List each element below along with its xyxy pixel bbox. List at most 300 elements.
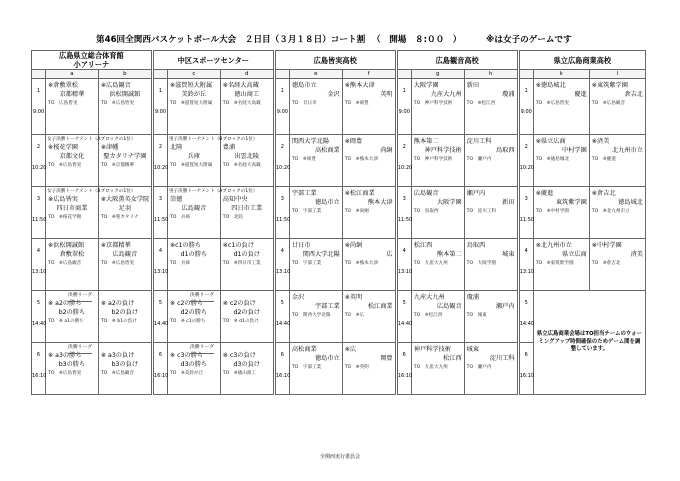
team-away: b3の負け: [111, 361, 139, 368]
slot-number-cell: [153, 291, 167, 343]
team-away: 瓊浦: [502, 91, 515, 98]
table-official: TO ※聖カタリナ: [100, 215, 139, 220]
table-official: TO ※熊本大津: [344, 261, 378, 266]
team-home: ※松江商業: [344, 190, 375, 197]
court-letter: l: [589, 70, 645, 79]
slot-number: 2: [402, 144, 406, 150]
team-home: 瀬戸内: [466, 190, 486, 197]
team-home: ※浜松開誠館: [48, 242, 85, 249]
slot-number: 6: [36, 352, 41, 358]
team-home: ※中村学園: [591, 242, 622, 249]
team-away: 九産大九州: [430, 91, 462, 98]
slot-number: 3: [158, 196, 163, 202]
venue-name-line1: 県立広島商業高校: [553, 55, 612, 65]
table-official: TO ※中村学園: [535, 209, 569, 214]
table-official: TO 関西大学北陽: [291, 313, 331, 318]
slot-number-cell: [32, 239, 46, 291]
slot-time: 11:50: [397, 217, 413, 223]
match-cell: [342, 135, 395, 187]
table-official: TO 神戸科学技術: [413, 157, 453, 162]
team-home: 豊浦: [222, 144, 236, 151]
table-official: TO ※美鈴が丘: [169, 371, 204, 376]
match-cell: [220, 291, 273, 343]
slot-number-cell: [519, 343, 533, 395]
slot-number: 5: [402, 300, 406, 306]
team-away: 大阪学園: [436, 199, 462, 206]
team-home: ※滋賀短大附属: [169, 82, 213, 89]
court-slot-header: [153, 70, 167, 79]
slot-number-cell: [32, 79, 46, 135]
match-cell: [167, 79, 220, 135]
time-slot-row: [32, 187, 646, 239]
slot-number: 3: [402, 196, 406, 202]
slot-time: 11:50: [275, 217, 291, 223]
team-home: 九産大九州: [413, 294, 445, 301]
tournament-label: 男子決勝トーナメント（Aブロックの1位）: [168, 189, 258, 194]
match-cell: [342, 239, 395, 291]
slot-number: 3: [524, 196, 528, 202]
team-home: 神戸科学技術: [413, 346, 451, 353]
table-official: TO ※徳山商工: [222, 371, 257, 376]
slot-number-cell: [153, 239, 167, 291]
slot-time: 13:10: [519, 269, 535, 275]
slot-number-cell: [519, 291, 533, 343]
slot-number: 5: [280, 300, 284, 306]
table-official: TO ※熊本大津: [344, 157, 378, 162]
slot-time: 10:20: [519, 165, 535, 171]
slot-number-cell: [153, 79, 167, 135]
team-away: 鳥取西: [495, 147, 515, 154]
match-cell: [411, 135, 464, 187]
slot-number: 4: [402, 248, 406, 254]
team-home: 淀川工科: [466, 138, 492, 145]
slot-time: 9:00: [154, 109, 167, 115]
table-official: TO ※英明: [344, 365, 369, 370]
slot-time: 10:20: [153, 165, 169, 171]
table-official: TO 九産大九州: [413, 365, 448, 370]
court-row: [32, 70, 646, 79]
court-letter: e: [289, 70, 342, 79]
schedule-table: [31, 50, 646, 395]
team-away: 美鈴が丘: [181, 91, 207, 98]
final-league-label: 決勝リーグ: [190, 292, 214, 302]
match-cell: [589, 135, 645, 187]
match-cell: [411, 239, 464, 291]
time-slot-row: [32, 291, 646, 343]
slot-number-cell: [397, 187, 411, 239]
team-away: 慶進: [574, 91, 587, 98]
venue-name-line1: 広島皆実高校: [313, 55, 357, 65]
team-away: d2の負け: [233, 309, 260, 316]
table-official: TO ※広: [344, 313, 365, 318]
match-cell: [342, 187, 395, 239]
venue-name: [397, 51, 517, 70]
team-home: ※県立広商: [535, 138, 566, 145]
table-official: TO 九産大九州: [413, 261, 448, 266]
table-official: TO ※ d1の負け: [222, 319, 259, 324]
slot-number: 5: [158, 300, 163, 306]
team-home: ※ a2の負け: [100, 300, 135, 307]
slot-number-cell: [519, 187, 533, 239]
team-home: ※北九州市立: [535, 242, 572, 249]
slot-number-cell: [32, 343, 46, 395]
match-cell: [46, 239, 99, 291]
table-official: TO ※松江西: [466, 101, 496, 106]
table-official: TO ※北九州市立: [591, 209, 630, 214]
match-cell: [289, 79, 342, 135]
team-home: ※広島観音: [100, 82, 131, 89]
time-slot-row: [32, 79, 646, 135]
table-official: TO 広島皆実: [48, 101, 78, 106]
team-home: ※ a3の勝ち: [48, 352, 82, 359]
slot-number: 4: [280, 248, 284, 254]
court-letter: c: [167, 70, 220, 79]
team-away: b3の勝ち: [58, 361, 86, 368]
venue-name: [519, 51, 645, 70]
slot-number-cell: [519, 79, 533, 135]
team-away: b2の勝ち: [58, 309, 86, 316]
venue-name: [153, 51, 273, 70]
team-away: 兵庫: [187, 153, 201, 160]
court-slot-header: [32, 70, 46, 79]
table-official: TO 大阪学園: [466, 261, 497, 266]
match-cell: [289, 135, 342, 187]
team-home: ※倉吉北: [591, 190, 616, 197]
match-cell: [289, 239, 342, 291]
table-official: TO 廿日市: [291, 101, 317, 106]
team-home: 城東: [466, 346, 480, 353]
tournament-label: 男子決勝トーナメント（Bブロックの1位）: [168, 137, 258, 142]
table-official: TO 宇部工業: [291, 261, 322, 266]
slot-number: 1: [402, 88, 406, 94]
match-cell: [464, 135, 517, 187]
team-away: 神戸科学技術: [424, 147, 462, 154]
court-letter: k: [533, 70, 589, 79]
slot-number-cell: [397, 79, 411, 135]
match-cell: [167, 291, 220, 343]
team-away: d2の勝ち: [180, 309, 208, 316]
match-cell: [589, 79, 645, 135]
team-home: ※名経大高蔵: [222, 82, 259, 89]
team-away: 城東: [502, 251, 515, 258]
match-cell: [98, 291, 151, 343]
slot-time: 9:00: [32, 109, 45, 115]
team-home: 北陸: [169, 144, 183, 151]
match-cell: [46, 79, 99, 135]
court-letter: d: [220, 70, 273, 79]
final-league-label: 決勝リーグ: [190, 344, 214, 354]
match-cell: [167, 343, 220, 395]
slot-number-cell: [519, 239, 533, 291]
team-away: 県立広商: [562, 251, 587, 258]
venue-header-row: [32, 51, 646, 70]
slot-time: 9:00: [276, 109, 288, 115]
slot-number: 3: [36, 196, 41, 202]
slot-number: 4: [158, 248, 163, 254]
team-away: d3の負け: [233, 361, 260, 368]
team-away: 広: [386, 251, 393, 258]
team-away: 熊本大津: [367, 199, 393, 206]
slot-time: 14:40: [32, 321, 47, 327]
slot-number: 4: [524, 248, 528, 254]
slot-number-cell: [397, 291, 411, 343]
team-away: 徳島市立: [314, 355, 340, 362]
table-official: TO 宇部工業: [291, 209, 322, 214]
team-away: 済美: [630, 251, 643, 258]
team-home: ※大阪薫英女学院: [100, 196, 150, 203]
table-official: TO ※滋賀短大附属: [169, 101, 213, 106]
slot-number-cell: [397, 135, 411, 187]
table-official: TO 兵庫: [169, 261, 191, 266]
match-cell: [342, 79, 395, 135]
team-home: ※ c3の勝ち: [169, 352, 203, 359]
venue-name-line1: 広島県立総合体育館: [59, 51, 124, 60]
match-cell: [464, 239, 517, 291]
match-cell: [46, 291, 99, 343]
slot-number-cell: [397, 343, 411, 395]
team-home: 鳥取西: [466, 242, 486, 249]
court-letter: f: [342, 70, 395, 79]
match-cell: [289, 343, 342, 395]
team-away: 宇部工業: [314, 303, 340, 310]
team-away: 徳山商工: [234, 91, 260, 98]
court-slot-header: [519, 70, 533, 79]
slot-time: 16:10: [275, 373, 291, 379]
team-away: 京都文化: [59, 153, 85, 160]
match-cell: [46, 343, 99, 395]
team-home: 金沢: [291, 294, 305, 301]
table-official: TO ※ c1の勝ち: [169, 319, 206, 324]
slot-time: 11:50: [32, 217, 47, 223]
slot-number-cell: [275, 187, 289, 239]
team-home: 宇部工業: [291, 190, 317, 197]
slot-time: 13:10: [397, 269, 413, 275]
court-letter: a: [46, 70, 99, 79]
slot-number: 3: [280, 196, 284, 202]
team-home: 新田: [466, 82, 480, 89]
slot-time: 11:50: [519, 217, 535, 223]
table-official: TO ※尚絅: [344, 209, 369, 214]
table-official: TO ※名経大高蔵: [222, 163, 261, 168]
schedule-title: 第46回全関西バスケットボール大会 ２日目（３月１８日）コート割: [96, 35, 366, 45]
girls-game-note: ※は女子のゲームです: [486, 35, 572, 45]
team-home: 徳島市立: [291, 82, 317, 89]
slot-time: 16:10: [519, 373, 535, 379]
slot-time: 13:10: [32, 269, 47, 275]
team-home: 広島観音: [413, 190, 439, 197]
court-letter: b: [98, 70, 151, 79]
team-away: d1の負け: [233, 251, 260, 258]
venue-name: [32, 51, 152, 70]
team-away: 松江西: [443, 355, 462, 362]
table-official: TO ※広島皆実: [535, 101, 569, 106]
team-away: 岡豊: [380, 355, 393, 362]
table-official: TO 瀬戸内: [466, 365, 492, 370]
team-away: 京都精華: [59, 91, 85, 98]
team-away: 新田: [502, 199, 515, 206]
team-home: ※ a3の負け: [100, 352, 135, 359]
slot-number: 2: [280, 144, 284, 150]
table-official: TO ※広島皆実: [48, 163, 82, 168]
team-home: 高知中央: [222, 196, 248, 203]
slot-time: 10:20: [32, 165, 47, 171]
court-slot-header: [397, 70, 411, 79]
team-home: ※岡豊: [344, 138, 363, 145]
team-home: ※慶進: [535, 190, 554, 197]
team-away: 熊本第二: [436, 251, 462, 258]
team-home: 崇徳: [169, 196, 183, 203]
team-away: 出雲北陵: [234, 153, 260, 160]
match-cell: [533, 239, 589, 291]
table-official: TO ※ a1の勝ち: [48, 319, 84, 324]
court-letter: h: [464, 70, 517, 79]
team-home: ※徳島城北: [535, 82, 566, 89]
match-cell: [464, 79, 517, 135]
table-official: TO ※広島観音: [591, 101, 626, 106]
footer: 全関西実行委員会: [319, 454, 360, 460]
slot-time: 10:20: [275, 165, 291, 171]
slot-time: 10:20: [397, 165, 413, 171]
slot-number: 1: [524, 88, 528, 94]
team-away: 徳島城北: [618, 199, 643, 206]
team-away: 徳島市立: [314, 199, 340, 206]
team-home: ※桜花学園: [48, 144, 78, 151]
tournament-label: 女子決勝トーナメント（Bブロックの1位）: [47, 189, 136, 194]
match-cell: [220, 79, 273, 135]
match-cell: [411, 291, 464, 343]
match-cell: [98, 79, 151, 135]
slot-number-cell: [275, 343, 289, 395]
slot-number-cell: [397, 239, 411, 291]
match-cell: [464, 291, 517, 343]
table-official: TO 兵庫: [169, 215, 191, 220]
slot-number: 1: [280, 88, 284, 94]
team-home: 関西大学北陽: [291, 138, 329, 145]
match-cell: [533, 79, 589, 135]
slot-time: 14:40: [397, 321, 413, 327]
slot-number: 1: [36, 88, 41, 94]
page-title: [0, 33, 680, 47]
match-cell: [589, 187, 645, 239]
table-official: TO ※京都精華: [100, 163, 135, 168]
slot-number: 2: [524, 144, 528, 150]
team-away: 倉敷翠松: [59, 251, 85, 258]
team-away: b2の負け: [111, 309, 139, 316]
team-home: ※東筑紫学園: [591, 82, 628, 89]
team-home: 高松商業: [291, 346, 317, 353]
team-away: 松江商業: [367, 303, 393, 310]
venue-name-line1: 中区スポーツセンター: [177, 55, 249, 65]
team-away: 金沢: [327, 91, 340, 98]
slot-number: 2: [36, 144, 41, 150]
table-official: TO 瀬戸内: [466, 157, 492, 162]
slot-time: 9:00: [398, 109, 410, 115]
team-away: 広島観音: [112, 251, 138, 258]
table-official: TO ※松江西: [413, 313, 443, 318]
match-cell: [411, 343, 464, 395]
slot-time: 13:10: [153, 269, 169, 275]
final-league-label: 決勝リーグ: [68, 344, 92, 354]
slot-time: 14:40: [519, 321, 535, 327]
team-home: ※津幡: [100, 144, 119, 151]
slot-number: 1: [158, 88, 163, 94]
team-home: ※京都精華: [100, 242, 131, 249]
table-official: TO ※徳島城北: [535, 157, 569, 162]
team-away: 浜松開誠館: [109, 91, 141, 98]
team-away: 瀬戸内: [495, 303, 515, 310]
table-official: TO ※広島皆実: [100, 261, 135, 266]
team-away: 聖カタリナ学園: [103, 153, 147, 160]
table-official: TO 鳥取西: [413, 209, 439, 214]
slot-time: 14:40: [275, 321, 291, 327]
team-home: ※ c3の負け: [222, 352, 256, 359]
team-home: 熊本第二: [413, 138, 439, 145]
venue-name-line2: 小アリーナ: [73, 60, 110, 69]
slot-number-cell: [275, 239, 289, 291]
team-home: ※広: [344, 346, 357, 353]
match-cell: [533, 135, 589, 187]
match-cell: [411, 79, 464, 135]
team-away: 東筑紫学園: [555, 199, 587, 206]
slot-number: 6: [524, 352, 528, 358]
match-cell: [411, 187, 464, 239]
match-cell: [464, 343, 517, 395]
team-home: 廿日市: [291, 242, 311, 249]
team-away: 関西大学北陽: [302, 251, 340, 258]
table-official: TO ※ b1の負け: [100, 319, 137, 324]
team-away: 高松商業: [314, 147, 340, 154]
table-official: TO ※広島皆実: [48, 371, 82, 376]
team-home: ※倉敷翠松: [48, 82, 78, 89]
team-away: 広島観音: [436, 303, 462, 310]
team-home: ※尚絅: [344, 242, 363, 249]
venue-name-line1: 広島観音高校: [435, 55, 479, 65]
slot-number: 4: [36, 248, 41, 254]
team-home: 瓊浦: [466, 294, 480, 301]
slot-number-cell: [32, 135, 46, 187]
slot-time: 9:00: [520, 109, 532, 115]
table-official: TO ※岡豊: [344, 101, 369, 106]
table-official: TO 北陸: [222, 215, 244, 220]
slot-number: 5: [36, 300, 41, 306]
slot-number-cell: [153, 135, 167, 187]
table-official: TO ※岡豊: [291, 157, 316, 162]
warmup-notice: 県立広島商業会場はTO担当チームのウォーミングアップ時間確保のためゲーム間を調整しています。: [533, 291, 645, 395]
table-official: TO ※広島観音: [100, 371, 135, 376]
table-official: TO 城東: [466, 313, 487, 318]
match-cell: [464, 187, 517, 239]
team-away: 倉吉北: [624, 91, 643, 98]
team-home: ※広島皆実: [48, 196, 78, 203]
team-away: 北九州市立: [612, 147, 643, 154]
team-away: 中村学園: [562, 147, 587, 154]
opening-time: （ 開場 ８:００ ）: [372, 35, 462, 45]
table-official: TO ※広島皆実: [100, 101, 135, 106]
team-home: ※ c2の負け: [222, 300, 256, 307]
slot-number-cell: [519, 135, 533, 187]
match-cell: [533, 187, 589, 239]
match-cell: [220, 239, 273, 291]
team-away: 広島観音: [181, 205, 207, 212]
slot-time: 16:10: [32, 373, 47, 379]
slot-time: 13:10: [275, 269, 291, 275]
slot-number: 2: [158, 144, 163, 150]
table-official: TO ※東筑紫学園: [535, 261, 574, 266]
table-official: TO ※桜花学園: [48, 215, 82, 220]
table-official: TO 宇部工業: [291, 365, 322, 370]
team-home: 大阪学園: [413, 82, 439, 89]
table-official: TO ※広島観音: [48, 261, 82, 266]
